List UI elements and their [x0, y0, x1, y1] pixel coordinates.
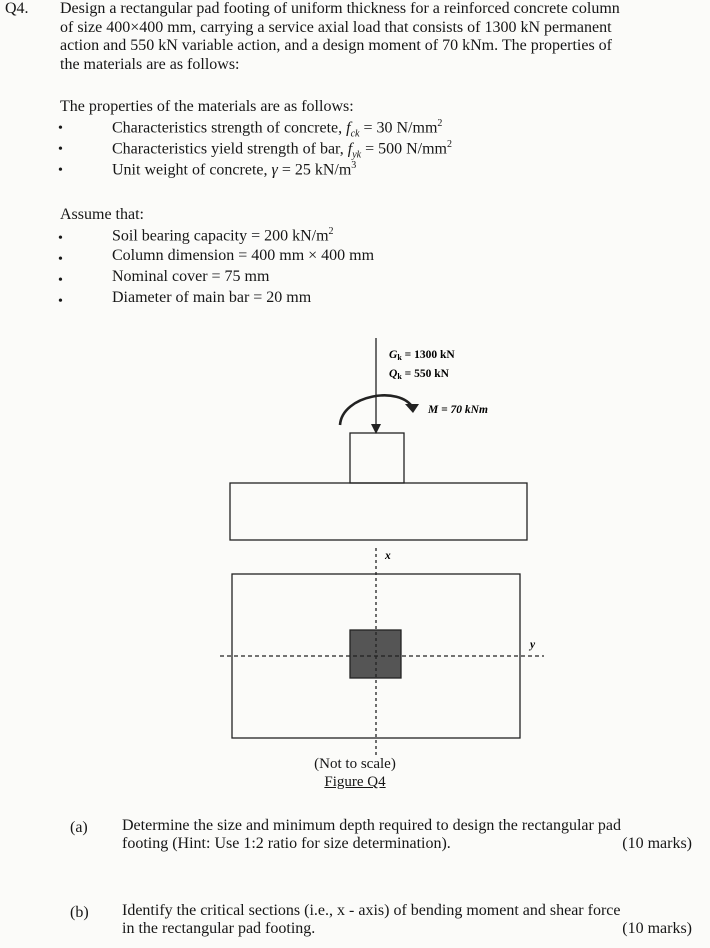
part-b-line: in the rectangular pad footing. [122, 920, 316, 937]
column-elevation [350, 433, 404, 483]
assumption-column-dimension: Column dimension = 400 mm × 400 mm [112, 247, 375, 264]
part-a-label: (a) [70, 819, 88, 836]
assumption-bar-diameter: Diameter of main bar = 20 mm [112, 289, 312, 306]
bullet-icon: • [58, 252, 63, 267]
part-b-text [122, 902, 692, 938]
part-a-line: Determine the size and minimum depth required to design the rectangular pad [122, 817, 621, 834]
question-number: Q4. [5, 0, 29, 17]
material-item-unit-weight: Unit weight of concrete, γ = 25 $kN/m^3$ [112, 160, 357, 179]
material-item-concrete-strength: Characteristics strength of concrete, $f_{ck} = 30$ $N/mm^2$ [112, 118, 443, 140]
bullet-icon: • [58, 273, 63, 288]
intro-line: Design a rectangular pad footing of uniform thickness for a reinforced concrete column [60, 0, 620, 17]
part-b-marks: (10 marks) [622, 920, 692, 937]
moment-label: M = 70 kNm [428, 404, 488, 416]
y-axis-label: y [530, 639, 536, 651]
intro-line: of size 400×400 mm, carrying a service axial load that consists of 1300 kN permanent [60, 18, 612, 36]
material-item-yield-strength: Characteristics yield strength of bar, $f_{yk} = 500$ $N/mm^2$ [112, 139, 452, 161]
gk-label: Gk = 1300 kN [389, 349, 455, 362]
figure-note: (Not to scale) [314, 756, 396, 772]
qk-label: Qk = 550 kN [389, 368, 449, 381]
moment-arrow-head-icon [405, 404, 419, 413]
part-a-marks: (10 marks) [622, 835, 692, 852]
figure-title: Figure Q4 [324, 774, 386, 790]
bullet-icon: • [58, 142, 63, 157]
assumption-nominal-cover: Nominal cover = 75 mm [112, 268, 270, 285]
bullet-icon: • [58, 294, 63, 309]
assumption-soil-capacity: Soil bearing capacity = 200 $kN/m^2$ [112, 226, 334, 245]
assumptions-heading: Assume that: [60, 206, 144, 223]
x-axis-label: x [385, 550, 391, 562]
materials-heading: The properties of the materials are as follows: [60, 98, 354, 115]
bullet-icon: • [58, 231, 63, 246]
footing-elevation [230, 483, 527, 540]
bullet-icon: • [58, 121, 63, 136]
part-b-line: Identify the critical sections (i.e., x - axis) of bending moment and shear force [122, 902, 621, 919]
part-a-text [122, 817, 692, 853]
part-b-label: (b) [70, 904, 89, 921]
part-a-line: footing (Hint: Use 1:2 ratio for size determination). [122, 835, 451, 852]
intro-line: action and 550 kN variable action, and a design moment of 70 kNm. The properties of [60, 37, 612, 54]
intro-line: the materials are as follows: [60, 55, 240, 73]
bullet-icon: • [58, 163, 63, 178]
